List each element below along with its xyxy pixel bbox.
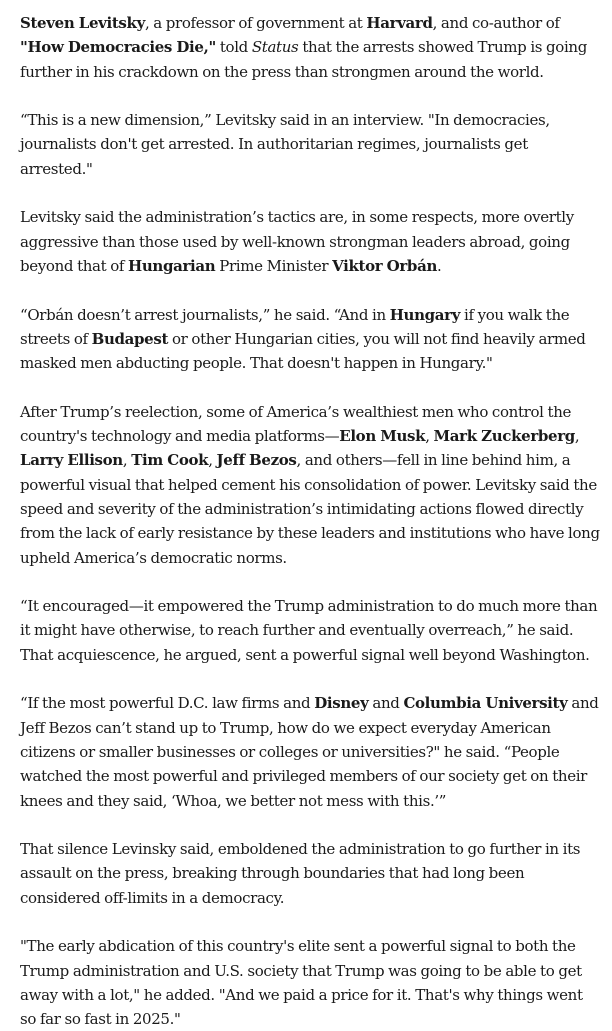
paragraph-1 xyxy=(20,11,600,84)
paragraph-2 xyxy=(20,108,600,181)
bold-text-run: Tim Cook xyxy=(131,451,209,470)
text-run: Levitsky said the administration’s tactics are, in some respects, more overtly aggressive than those used by well-known strongman leaders abroad, going beyond that of xyxy=(20,208,574,275)
italic-text-run: Status xyxy=(251,38,299,57)
text-run: , and others—fell in line behind him, a powerful visual that helped cement his consolidation of power. Levitsky said the speed and severity of the administration’s intimidating actions flowed directly from the lack of early resistance by these leaders and institutions who have long upheld America’s democratic norms. xyxy=(20,451,600,567)
text-run: “Orbán doesn’t arrest journalists,” he said. “And in xyxy=(20,305,390,324)
text-run: “This is a new dimension,” Levitsky said in an interview. "In democracies, journalists don't get arrested. In authoritarian regimes, journalists get arrested." xyxy=(20,111,550,178)
text-run: , xyxy=(574,427,580,446)
bold-text-run: Viktor Orbán xyxy=(332,256,438,275)
text-run: and xyxy=(368,694,404,713)
paragraph-9 xyxy=(20,934,600,1031)
paragraph-7 xyxy=(20,691,600,812)
text-run: After Trump’s reelection, some of America’s wealthiest men who control the country's technology and media platforms— xyxy=(20,402,572,446)
bold-text-run: Hungary xyxy=(389,305,461,324)
paragraph-8 xyxy=(20,837,600,910)
text-run: told xyxy=(215,38,252,57)
paragraph-6 xyxy=(20,594,600,667)
text-run: or other Hungarian cities, you will not find heavily armed masked men abducting people. That doesn't happen in Hungary." xyxy=(20,329,586,373)
bold-text-run: Jeff Bezos xyxy=(216,451,297,470)
bold-text-run: Hungarian xyxy=(128,256,216,275)
bold-text-run: Harvard xyxy=(366,14,433,32)
paragraph-5 xyxy=(20,400,600,570)
bold-text-run: Larry Ellison xyxy=(20,451,123,470)
bold-text-run: "How Democracies Die," xyxy=(20,38,216,57)
text-run: that the arrests showed Trump is going further in his crackdown on the press than strongmen around the world. xyxy=(20,38,587,81)
bold-text-run: Elon Musk xyxy=(339,427,426,446)
paragraph-4 xyxy=(20,303,600,376)
text-run: , a professor of government at xyxy=(144,14,367,32)
bold-text-run: Budapest xyxy=(91,329,169,348)
text-run: "The early abdication of this country's elite sent a powerful signal to both the Trump administration and U.S. society that Trump was going to be able to get away with a lot," he added. "And we paid a price for it. That's why things went so far so fast in 2025." xyxy=(20,937,583,1029)
bold-text-run: Disney xyxy=(314,694,369,713)
text-run: if you walk the streets of xyxy=(20,305,570,348)
text-run: Prime Minister xyxy=(215,256,333,275)
text-run: , xyxy=(122,451,132,470)
bold-text-run: Mark Zuckerberg xyxy=(433,427,575,446)
paragraph-3 xyxy=(20,205,600,278)
text-run: and Jeff Bezos can’t stand up to Trump, how do we expect everyday American citizens or smaller businesses or colleges or universities?" he said. “People watched the most powerful and privileged members of our society get on their knees and they said, ‘Whoa, we better not mess with this.’” xyxy=(20,694,599,810)
text-run: “If the most powerful D.C. law firms and xyxy=(20,694,315,713)
text-run: , xyxy=(208,451,217,470)
bold-text-run: Columbia University xyxy=(403,694,568,713)
text-run: “It encouraged—it empowered the Trump administration to do much more than it might have otherwise, to reach further and eventually overreach,” he said. That acquiescence, he argued, sent a powerful signal well beyond Washington. xyxy=(20,597,598,664)
text-run: That silence Levinsky said, emboldened the administration to go further in its assault on the press, breaking through boundaries that had long been considered off-limits in a democracy. xyxy=(20,840,581,907)
bold-text-run: Steven Levitsky xyxy=(20,14,145,32)
text-run: , xyxy=(425,427,434,446)
text-run: , and co-author of xyxy=(432,14,560,32)
text-run: . xyxy=(437,256,442,275)
